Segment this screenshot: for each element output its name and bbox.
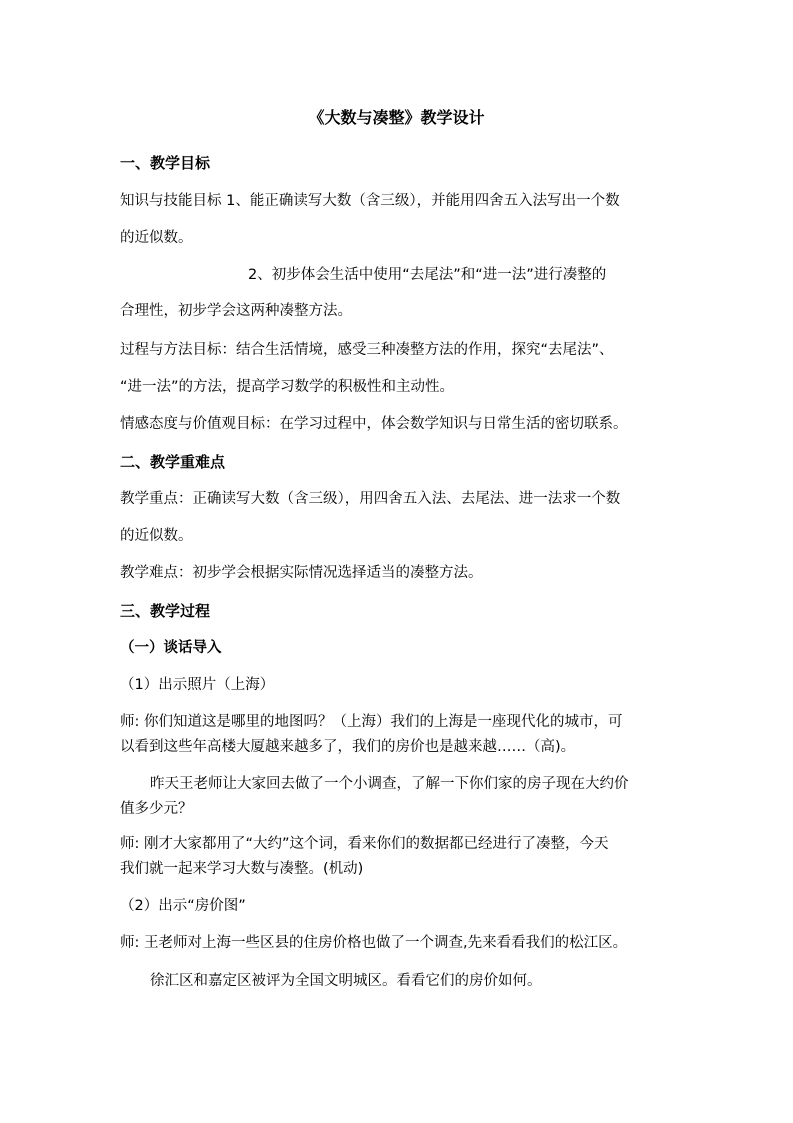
sub-heading-introduction: （一）谈话导入 — [120, 640, 222, 656]
key-point-line-1: 教学重点：正确读写大数（含三级），用四舍五入法、去尾法、进一法求一个数 — [120, 491, 621, 507]
knowledge-goal-item2-line-2: 合理性，初步学会这两种凑整方法。 — [120, 303, 352, 319]
section-heading-teaching-process: 三、教学过程 — [120, 602, 211, 620]
step-1-show-photo: （1）出示照片（上海） — [120, 677, 275, 693]
step-2-show-price-chart: （2）出示“房价图” — [120, 898, 246, 914]
teacher-line-3: 师: 王老师对上海一些区县的住房价格也做了一个调查,先来看看我们的松江区。 — [120, 935, 628, 951]
paragraph-districts-line: 徐汇区和嘉定区被评为全国文明城区。看看它们的房价如何。 — [150, 973, 542, 989]
teacher-line-2a: 师: 刚才大家都用了“大约”这个词，看来你们的数据都已经进行了凑整，今天 — [120, 836, 609, 852]
teacher-line-1b: 以看到这些年高楼大厦越来越多了，我们的房价也是越来越……（高)。 — [120, 739, 576, 755]
process-goal-line-1: 过程与方法目标：结合生活情境，感受三种凑整方法的作用，探究“去尾法”、 — [120, 342, 614, 358]
paragraph-survey-line-1: 昨天王老师让大家回去做了一个小调查，了解一下你们家的房子现在大约价 — [150, 776, 629, 792]
emotion-goal-line: 情感态度与价值观目标：在学习过程中，体会数学知识与日常生活的密切联系。 — [120, 416, 628, 432]
difficult-point-line: 教学难点：初步学会根据实际情况选择适当的凑整方法。 — [120, 565, 483, 581]
teacher-line-2b: 我们就一起来学习大数与凑整。(机动) — [120, 861, 364, 877]
teacher-line-1a: 师: 你们知道这是哪里的地图吗？（上海）我们的上海是一座现代化的城市，可 — [120, 714, 623, 730]
knowledge-goal-line-2: 的近似数。 — [120, 230, 193, 246]
knowledge-goal-item2-line-1: 2、初步体会生活中使用“去尾法”和“进一法”进行凑整的 — [248, 267, 607, 283]
process-goal-line-2: “进一法”的方法，提高学习数学的积极性和主动性。 — [120, 379, 455, 395]
knowledge-goal-line-1: 知识与技能目标 1、能正确读写大数（含三级），并能用四舍五入法写出一个数 — [120, 193, 620, 209]
section-heading-teaching-goals: 一、教学目标 — [120, 154, 211, 172]
section-heading-key-difficult-points: 二、教学重难点 — [120, 453, 226, 471]
paragraph-survey-line-2: 值多少元？ — [120, 801, 193, 817]
key-point-line-2: 的近似数。 — [120, 528, 193, 544]
document-title: 《大数与凑整》教学设计 — [308, 108, 485, 127]
